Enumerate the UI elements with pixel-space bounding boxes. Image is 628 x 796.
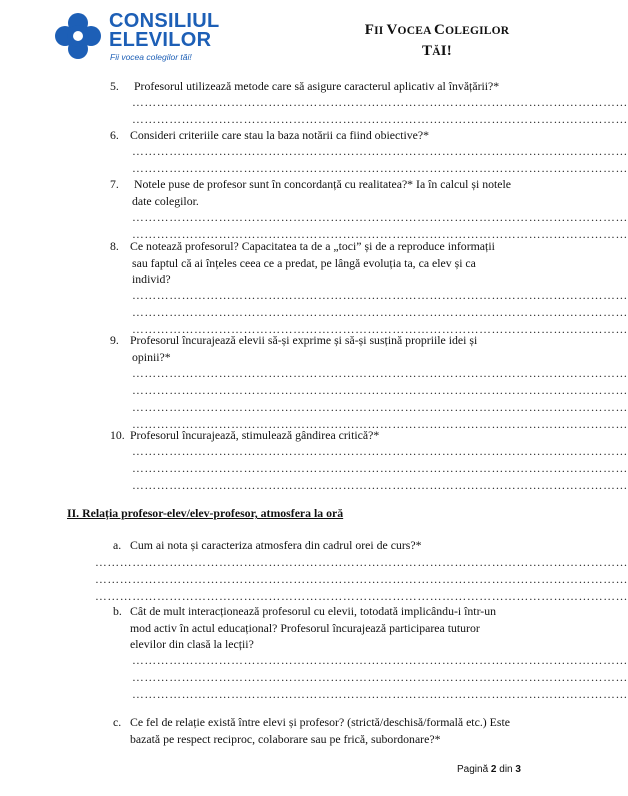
question-text-line2: date colegilor.	[132, 193, 199, 208]
answer-line[interactable]: …………………………………………………………………………………………………………	[132, 670, 628, 684]
question-5	[110, 78, 530, 95]
question-text: Consideri criteriile care stau la baza notării ca fiind obiective?*	[130, 128, 430, 142]
question-number: 9.	[110, 333, 119, 347]
question-text-line3: individ?	[132, 272, 171, 286]
item-text-line2: bazată pe respect reciproc, colaborare sau pe frică, subordonare?*	[130, 731, 441, 746]
logo-tagline: Fii vocea colegilor tăi!	[110, 52, 192, 62]
item-text-line3: elevilor din clasă la lecții?	[130, 637, 254, 651]
item-letter: c.	[113, 715, 122, 729]
item-a	[113, 537, 533, 554]
question-text-line2: opinii?*	[132, 349, 171, 364]
question-text: Profesorul utilizează metode care să asigure caracterul aplicativ al învățării?*	[134, 79, 500, 93]
answer-line[interactable]: …………………………………………………………………………………………………………………	[95, 572, 628, 586]
answer-line[interactable]: …………………………………………………………………………………………………………	[132, 383, 628, 397]
answer-line[interactable]: …………………………………………………………………………………………………………	[132, 210, 628, 224]
answer-line[interactable]: …………………………………………………………………………………………………………	[132, 322, 628, 336]
answer-line[interactable]: …………………………………………………………………………………………………………	[132, 478, 628, 492]
answer-line[interactable]: …………………………………………………………………………………………………………	[132, 417, 628, 431]
answer-line[interactable]: …………………………………………………………………………………………………………	[132, 400, 628, 414]
answer-line[interactable]: …………………………………………………………………………………………………………………	[95, 555, 628, 569]
item-letter: a.	[113, 538, 122, 552]
question-7	[110, 176, 530, 209]
question-number: 8.	[110, 239, 119, 253]
answer-line[interactable]: …………………………………………………………………………………………………………	[132, 366, 628, 380]
question-6	[110, 127, 530, 144]
logo-line2: ELEVILOR	[109, 29, 212, 51]
answer-line[interactable]: …………………………………………………………………………………………………………	[132, 288, 628, 302]
answer-line[interactable]: …………………………………………………………………………………………………………………	[95, 589, 628, 603]
item-text-line1: Ce fel de relație există între elevi și profesor? (strictă/deschisă/formală etc.) Este	[130, 715, 510, 729]
header-title-line2: TĂI!	[422, 43, 452, 59]
item-b	[113, 603, 533, 653]
item-text-line1: Cât de mult interacționează profesorul cu elevii, totodată implicându-i într-un	[130, 604, 496, 618]
item-letter: b.	[113, 604, 122, 618]
header-title-line1: FII VOCEA COLEGILOR	[364, 22, 510, 38]
answer-line[interactable]: …………………………………………………………………………………………………………	[132, 112, 628, 126]
answer-line[interactable]: …………………………………………………………………………………………………………	[132, 144, 628, 158]
answer-line[interactable]: …………………………………………………………………………………………………………	[132, 305, 628, 319]
answer-line[interactable]: …………………………………………………………………………………………………………	[132, 95, 628, 109]
question-8	[110, 238, 530, 288]
answer-line[interactable]: …………………………………………………………………………………………………………	[132, 461, 628, 475]
question-text: Profesorul încurajează, stimulează gândirea critică?*	[130, 428, 380, 442]
question-text-line1: Ce notează profesorul? Capacitatea ta de a „toci” și de a reproduce informații	[130, 239, 495, 253]
answer-line[interactable]: …………………………………………………………………………………………………………	[132, 444, 628, 458]
question-9	[110, 332, 530, 365]
answer-line[interactable]: …………………………………………………………………………………………………………	[132, 653, 628, 667]
page-number: Pagină 2 din 3	[457, 764, 521, 775]
question-10	[110, 427, 530, 444]
council-flower-icon	[54, 12, 102, 60]
logo	[54, 8, 220, 68]
question-number: 5.	[110, 79, 119, 93]
question-text-line2: sau faptul că ai înțeles ceea ce a predat, pe lângă evoluția ta, ca elev și ca	[132, 255, 476, 270]
item-text: Cum ai nota și caracteriza atmosfera din cadrul orei de curs?*	[130, 538, 422, 552]
section-heading: II. Relația profesor-elev/elev-profesor, atmosfera la oră	[67, 506, 344, 520]
answer-line[interactable]: …………………………………………………………………………………………………………	[132, 161, 628, 175]
item-text-line2: mod activ în actul educațional? Profesorul încurajează participarea tuturor	[130, 620, 480, 635]
page-header-title	[342, 22, 532, 60]
question-number: 6.	[110, 128, 119, 142]
answer-line[interactable]: …………………………………………………………………………………………………………	[132, 687, 628, 701]
question-text-line1: Profesorul încurajează elevii să-și exprime și să-și susțină propriile idei și	[130, 333, 478, 347]
question-text-line1: Notele puse de profesor sunt în concordanță cu realitatea?* Ia în calcul și notele	[134, 177, 512, 191]
logo-line1: CONSILIUL	[109, 10, 220, 32]
answer-line[interactable]: …………………………………………………………………………………………………………	[132, 227, 628, 241]
question-number: 10.	[110, 428, 125, 442]
item-c	[113, 714, 533, 747]
question-number: 7.	[110, 177, 119, 191]
